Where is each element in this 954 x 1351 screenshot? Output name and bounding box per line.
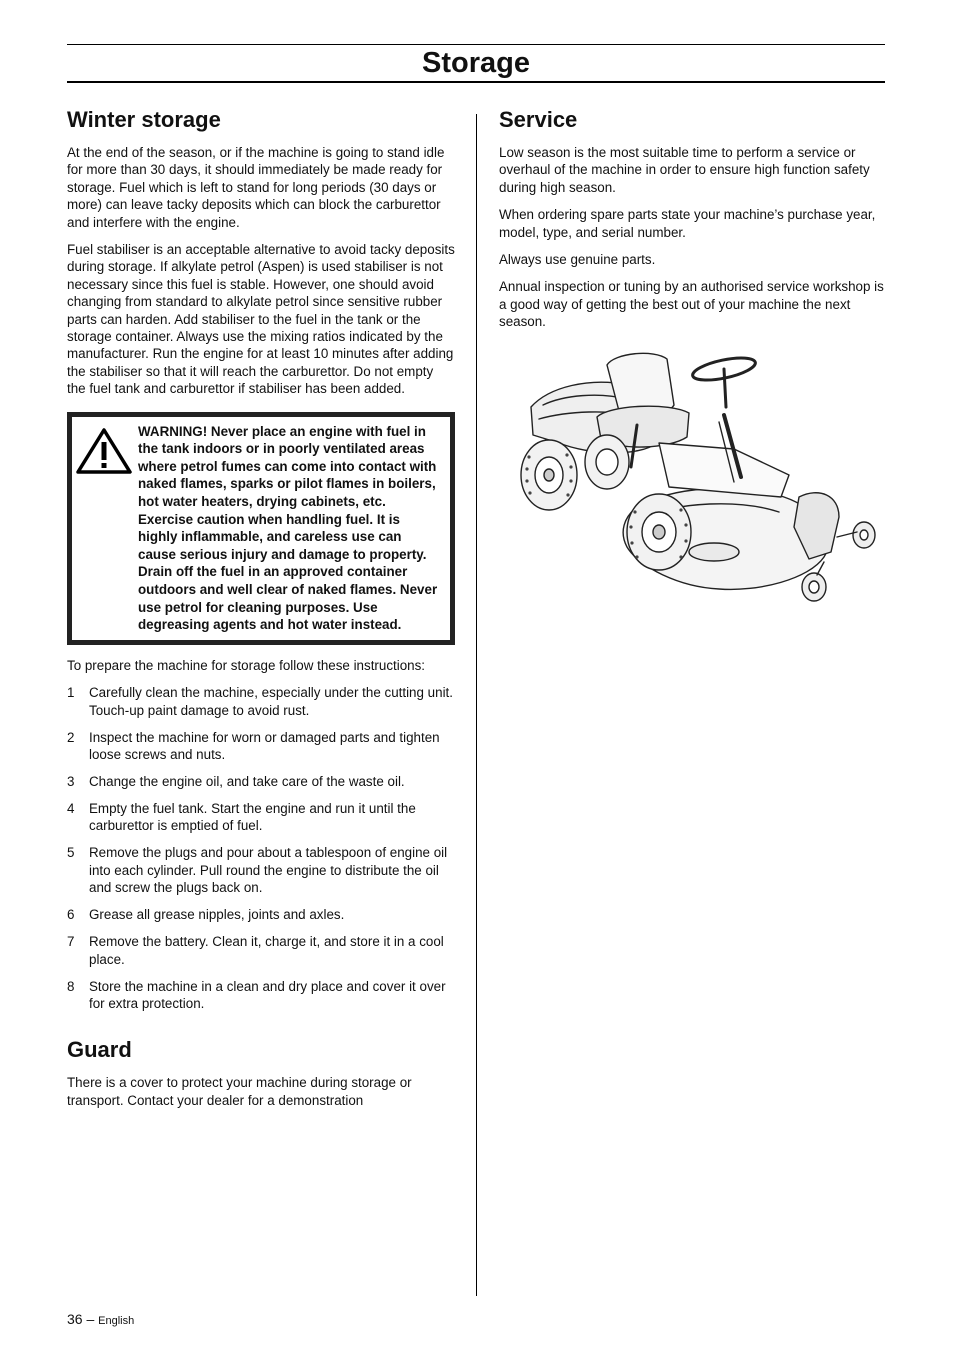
warning-text: WARNING! Never place an engine with fuel in the tank indoors or in poorly ventilated areas where petrol fumes can come into contact with naked flames, sparks or pilot flames in boilers, hot water heaters, drying cabinets, etc. Exercise caution when handling fuel. It is highly inflammable, and careless use can cause serious injury and damage to property. Drain off the fuel in an approved container outdoors and well clear of naked flames. Never use petrol for cleaning purposes. Use degreasing agents and hot water instead. [138, 423, 438, 633]
steps-intro: To prepare the machine for storage follow these instructions: [67, 657, 426, 673]
riding-mower-illustration [519, 347, 885, 617]
service-paragraph-3: Always use genuine parts. [499, 252, 656, 268]
service-paragraph-1: Low season is the most suitable time to perform a service or overhaul of the machine in order to ensure high function safety during high season. [499, 145, 870, 195]
list-item: 3 Change the engine oil, and take care of the waste oil. [67, 774, 405, 790]
column-divider [476, 114, 477, 1296]
right-column [499, 106, 885, 617]
warning-triangle-icon [76, 423, 138, 634]
winter-paragraph-1: At the end of the season, or if the machine is going to stand idle for more than 30 days, it should immediately be made ready for storage. Fuel which is left to stand for long periods (30 days or more) can leave tacky deposits which can block the carburettor and interfere with the engine. [67, 145, 445, 230]
list-item: 7 Remove the battery. Clean it, charge it, and store it in a cool place. [67, 934, 444, 967]
list-item: 1 Carefully clean the machine, especially under the cutting unit. Touch-up paint damage to avoid rust. [67, 685, 453, 718]
list-item: 8 Store the machine in a clean and dry place and cover it over for extra protection. [67, 978, 446, 1012]
page-footer [67, 1311, 134, 1327]
guard-heading: Guard [67, 1037, 132, 1063]
page-title: Storage [422, 47, 530, 79]
page-number: 36 – [67, 1311, 95, 1327]
footer-language: English [98, 1315, 135, 1327]
warning-box [67, 412, 455, 645]
guard-paragraph: There is a cover to protect your machine during storage or transport. Contact your dealer for a demonstration [67, 1075, 412, 1108]
winter-paragraph-2: Fuel stabiliser is an acceptable alternative to avoid tacky deposits during storage. If alkylate petrol (Aspen) is used stabiliser is not necessary since this fuel is stable. However, one should avoid changing from standard to alkylate petrol since sensitive rubber parts can harden. Add stabiliser to the fuel in the tank or the storage container. Always use the mixing ratios indicated by the manufacturer. Run the engine for at least 10 minutes after adding the stabiliser so that it will reach the carburettor. Do not empty the fuel tank and carburettor if stabiliser has been added. [67, 242, 455, 397]
service-heading: Service [499, 107, 578, 132]
list-item: 6 Grease all grease nipples, joints and axles. [67, 907, 345, 923]
title-rule-bottom [67, 81, 885, 83]
list-item: 4 Empty the fuel tank. Start the engine and run it until the carburettor is emptied of fuel. [67, 801, 416, 834]
winter-storage-heading: Winter storage [67, 107, 221, 132]
list-item: 5 Remove the plugs and pour about a tablespoon of engine oil into each cylinder. Pull round the engine to distribute the oil and screw the plugs back on. [67, 845, 448, 896]
service-paragraph-2: When ordering spare parts state your machine’s purchase year, model, type, and serial number. [499, 207, 876, 240]
service-paragraph-4: Annual inspection or tuning by an authorised service workshop is a good way of getting the best out of your machine the next season. [499, 279, 884, 330]
storage-steps-list [67, 684, 455, 1012]
left-column [67, 106, 455, 1119]
list-item: 2 Inspect the machine for worn or damaged parts and tighten loose screws and nuts. [67, 729, 440, 763]
